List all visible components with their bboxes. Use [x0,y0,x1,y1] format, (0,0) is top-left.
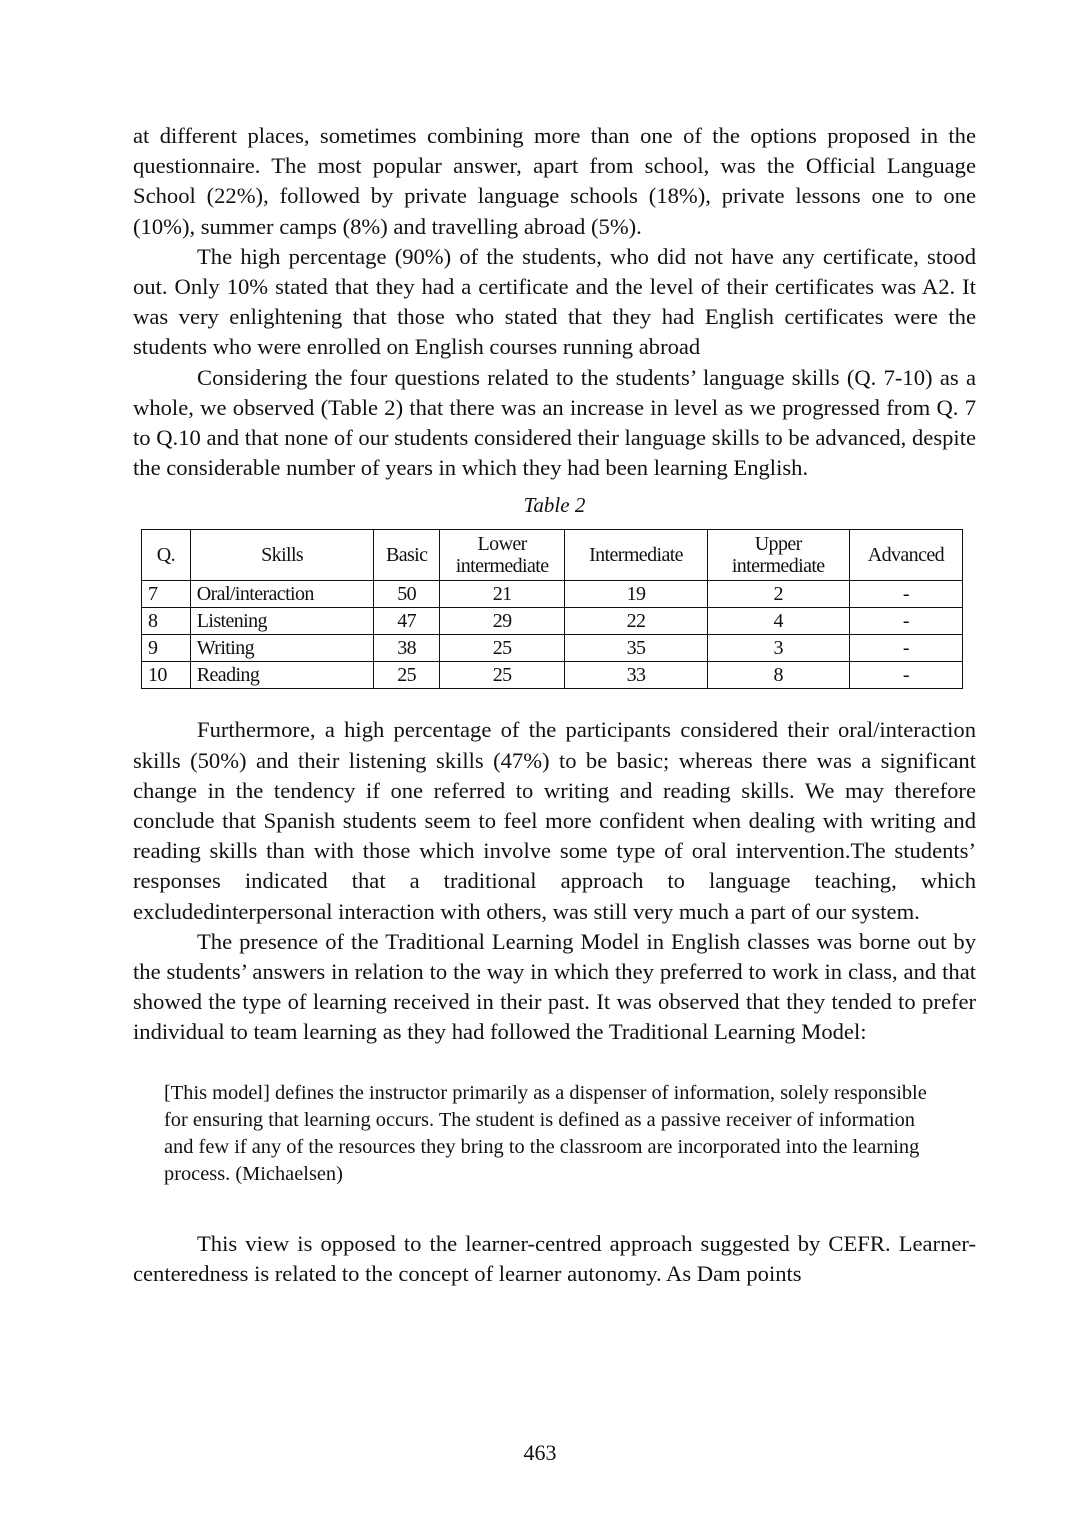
cell-upper-intermediate: 2 [707,581,849,608]
paragraph-3: Considering the four questions related to the students’ language skills (Q. 7-10) as a whole, we observed (Table 2) that there was an increase in level as we progressed from Q. 7 to Q.10 and that none of our students considered their language skills to be advanced, despite the considerable number of years in which they had been learning English. [133,364,976,481]
cell-q: 9 [142,635,191,662]
header-intermediate: Intermediate [565,530,707,581]
cell-advanced: - [849,581,962,608]
table-row [142,635,963,662]
page-body [133,121,976,1289]
cell-skill: Writing [190,635,374,662]
cell-lower-intermediate: 29 [439,608,565,635]
cell-advanced: - [849,608,962,635]
cell-basic: 47 [374,608,439,635]
cell-lower-intermediate: 21 [439,581,565,608]
cell-upper-intermediate: 3 [707,635,849,662]
block-quote: [This model] defines the instructor primarily as a dispenser of information, solely responsible for ensuring that learning occurs. The student is defined as a passive receiver of information and few if any of the resources they bring to the classroom are incorporated into the learning process. (Michaelsen) [164,1081,927,1185]
cell-intermediate: 22 [565,608,707,635]
paragraph-2: The high percentage (90%) of the students, who did not have any certificate, stood out. Only 10% stated that they had a certificate and the level of their certificates was A2. It was very enlightening that those who stated that they had English certificates were the students who were enrolled on English courses running abroad [133,243,976,360]
header-basic: Basic [374,530,439,581]
header-lower-intermediate: Lower intermediate [439,530,565,581]
paragraph-1: at different places, sometimes combining more than one of the options proposed in the questionnaire. The most popular answer, apart from school, was the Official Language School (22%), followed by private language schools (18%), private lessons one to one (10%), summer camps (8%) and travelling abroad (5%). [133,123,976,239]
cell-intermediate: 33 [565,662,707,689]
table-caption: Table 2 [523,493,586,518]
skills-table [141,529,963,689]
header-advanced: Advanced [849,530,962,581]
cell-lower-intermediate: 25 [439,662,565,689]
cell-skill: Listening [190,608,374,635]
cell-q: 7 [142,581,191,608]
cell-upper-intermediate: 4 [707,608,849,635]
cell-basic: 25 [374,662,439,689]
cell-advanced: - [849,635,962,662]
cell-q: 8 [142,608,191,635]
table-row [142,608,963,635]
header-q: Q. [142,530,191,581]
table-row [142,662,963,689]
cell-basic: 50 [374,581,439,608]
page-number: 463 [523,1440,557,1465]
cell-skill: Reading [190,662,374,689]
cell-intermediate: 35 [565,635,707,662]
cell-lower-intermediate: 25 [439,635,565,662]
cell-upper-intermediate: 8 [707,662,849,689]
paragraph-6: This view is opposed to the learner-centred approach suggested by CEFR. Learner-centeredness is related to the concept of learner autonomy. As Dam points [133,1230,976,1286]
cell-advanced: - [849,662,962,689]
header-upper-intermediate: Upper intermediate [707,530,849,581]
header-skills: Skills [190,530,374,581]
cell-q: 10 [142,662,191,689]
table-row [142,581,963,608]
table-header-row [142,530,963,581]
paragraph-5: The presence of the Traditional Learning Model in English classes was borne out by the students’ answers in relation to the way in which they preferred to work in class, and that showed the type of learning received in their past. It was observed that they tended to prefer individual to team learning as they had followed the Traditional Learning Model: [133,928,976,1045]
cell-basic: 38 [374,635,439,662]
cell-skill: Oral/interaction [190,581,374,608]
paragraph-4: Furthermore, a high percentage of the participants considered their oral/interaction skills (50%) and their listening skills (47%) to be basic; whereas there was a significant change in the tendency if one referred to writing and reading skills. We may therefore conclude that Spanish students seem to feel more confident when dealing with writing and reading skills than with those which involve some type of oral intervention.The students’ responses indicated that a traditional approach to language teaching, which excludedinterpersonal interaction with others, was still very much a part of our system. [133,717,976,924]
cell-intermediate: 19 [565,581,707,608]
